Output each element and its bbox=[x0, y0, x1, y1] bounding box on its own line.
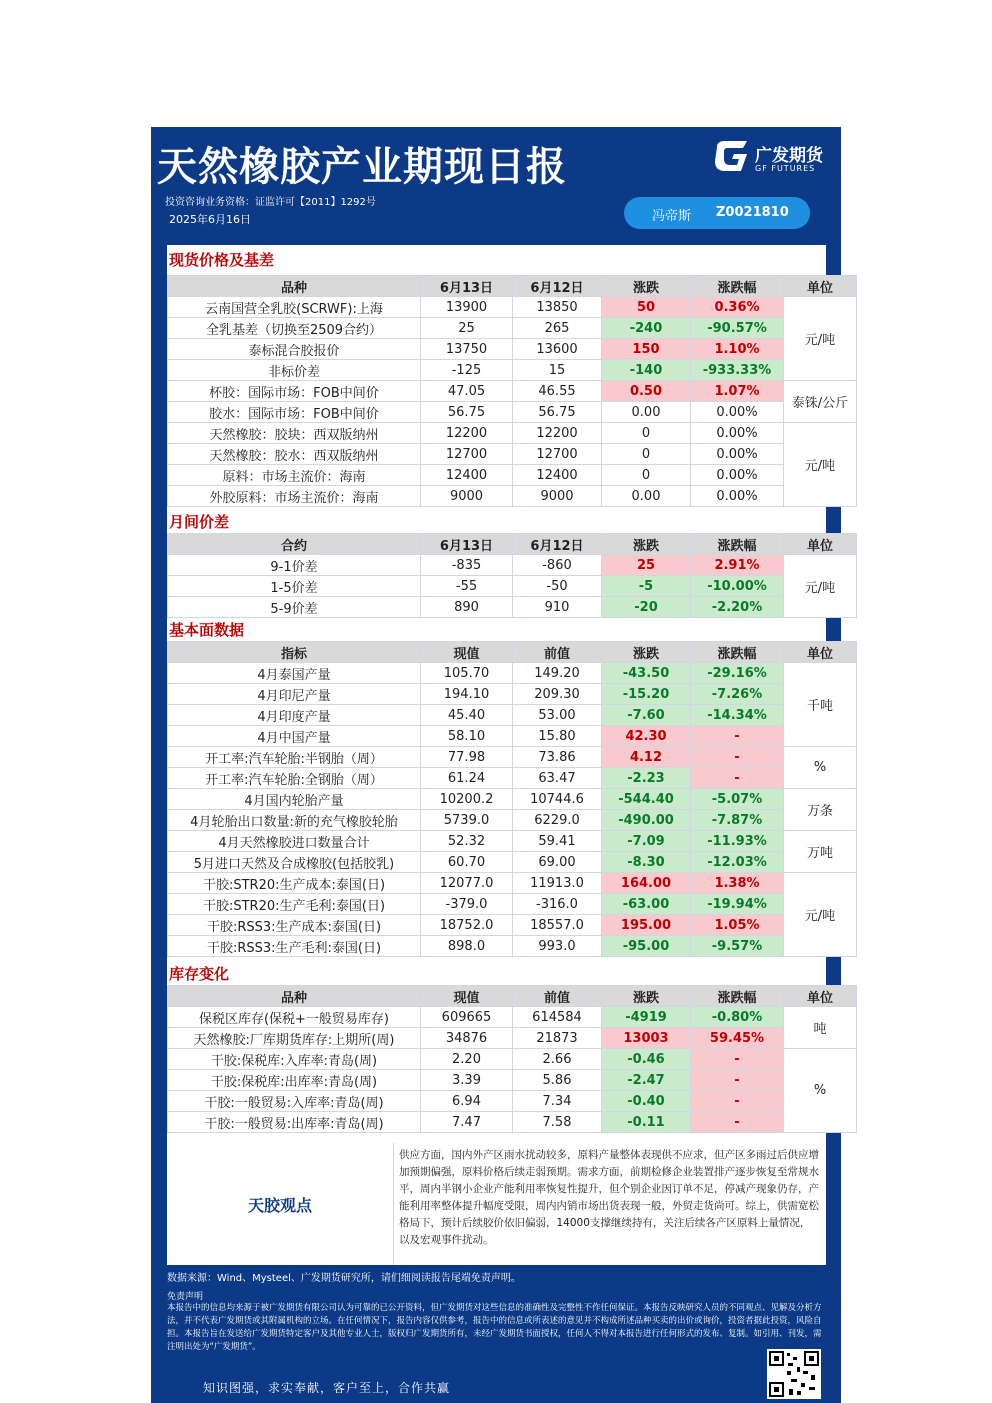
value-cell: 46.55 bbox=[513, 381, 602, 402]
value-cell: 25 bbox=[421, 318, 513, 339]
value-cell: 10744.6 bbox=[513, 789, 602, 810]
item-name-cell: 原料：市场主流价：海南 bbox=[168, 465, 421, 486]
fundamentals-table bbox=[167, 641, 857, 957]
value-cell: 13750 bbox=[421, 339, 513, 360]
value-cell: 890 bbox=[421, 597, 513, 618]
value-cell: 69.00 bbox=[513, 852, 602, 873]
change-cell: -15.20 bbox=[602, 684, 691, 705]
change-cell: 0 bbox=[602, 423, 691, 444]
table-row bbox=[168, 486, 857, 507]
unit-cell: 元/吨 bbox=[784, 555, 857, 618]
table-row bbox=[168, 360, 857, 381]
change-pct-cell: 2.91% bbox=[691, 555, 784, 576]
spread-section-title: 月间价差 bbox=[169, 513, 230, 531]
table-row bbox=[168, 810, 857, 831]
column-header: 涨跌幅 bbox=[691, 642, 784, 663]
value-cell: 9000 bbox=[421, 486, 513, 507]
unit-cell: 万吨 bbox=[784, 831, 857, 873]
table-row bbox=[168, 1049, 857, 1070]
change-pct-cell: -9.57% bbox=[691, 936, 784, 957]
value-cell: 13900 bbox=[421, 297, 513, 318]
change-pct-cell: 1.05% bbox=[691, 915, 784, 936]
logo-cn-text: 广发期货 bbox=[755, 146, 823, 166]
item-name-cell: 干胶:一般贸易:入库率:青岛(周) bbox=[168, 1091, 421, 1112]
item-name-cell: 干胶:RSS3:生产毛利:泰国(日) bbox=[168, 936, 421, 957]
table-row bbox=[168, 297, 857, 318]
item-name-cell: 杯胶：国际市场：FOB中间价 bbox=[168, 381, 421, 402]
change-cell: -43.50 bbox=[602, 663, 691, 684]
fundamentals-section-title: 基本面数据 bbox=[169, 621, 245, 639]
change-cell: -0.40 bbox=[602, 1091, 691, 1112]
value-cell: 45.40 bbox=[421, 705, 513, 726]
change-pct-cell: -0.80% bbox=[691, 1007, 784, 1028]
unit-cell: 元/吨 bbox=[784, 873, 857, 957]
item-name-cell: 泰标混合胶报价 bbox=[168, 339, 421, 360]
column-header: 单位 bbox=[784, 276, 857, 297]
change-cell: -490.00 bbox=[602, 810, 691, 831]
table-row bbox=[168, 768, 857, 789]
item-name-cell: 4月国内轮胎产量 bbox=[168, 789, 421, 810]
value-cell: 609665 bbox=[421, 1007, 513, 1028]
column-header: 6月13日 bbox=[421, 276, 513, 297]
column-header: 6月12日 bbox=[513, 534, 602, 555]
table-row bbox=[168, 873, 857, 894]
item-name-cell: 干胶:保税库:出库率:青岛(周) bbox=[168, 1070, 421, 1091]
value-cell: 15.80 bbox=[513, 726, 602, 747]
value-cell: 910 bbox=[513, 597, 602, 618]
table-row bbox=[168, 381, 857, 402]
change-pct-cell: 1.10% bbox=[691, 339, 784, 360]
column-header: 合约 bbox=[168, 534, 421, 555]
change-cell: -5 bbox=[602, 576, 691, 597]
change-pct-cell: - bbox=[691, 1070, 784, 1091]
value-cell: 13600 bbox=[513, 339, 602, 360]
value-cell: 105.70 bbox=[421, 663, 513, 684]
value-cell: 34876 bbox=[421, 1028, 513, 1049]
value-cell: 12700 bbox=[513, 444, 602, 465]
change-cell: 4.12 bbox=[602, 747, 691, 768]
table-row bbox=[168, 1091, 857, 1112]
item-name-cell: 干胶:保税库:入库率:青岛(周) bbox=[168, 1049, 421, 1070]
column-header: 6月13日 bbox=[421, 534, 513, 555]
change-pct-cell: -10.00% bbox=[691, 576, 784, 597]
change-pct-cell: - bbox=[691, 1091, 784, 1112]
column-header: 单位 bbox=[784, 642, 857, 663]
column-header: 品种 bbox=[168, 986, 421, 1007]
change-cell: -240 bbox=[602, 318, 691, 339]
column-header: 前值 bbox=[513, 642, 602, 663]
value-cell: 209.30 bbox=[513, 684, 602, 705]
table-row bbox=[168, 402, 857, 423]
change-pct-cell: -19.94% bbox=[691, 894, 784, 915]
change-cell: 0.00 bbox=[602, 402, 691, 423]
rubber-view-box bbox=[167, 1143, 826, 1265]
table-row bbox=[168, 555, 857, 576]
value-cell: 52.32 bbox=[421, 831, 513, 852]
change-cell: -7.09 bbox=[602, 831, 691, 852]
change-cell: -8.30 bbox=[602, 852, 691, 873]
qr-code-icon bbox=[767, 1349, 821, 1399]
change-pct-cell: -14.34% bbox=[691, 705, 784, 726]
change-pct-cell: 0.00% bbox=[691, 465, 784, 486]
report-date: 2025年6月16日 bbox=[169, 213, 251, 226]
item-name-cell: 天然橡胶:厂库期货库存:上期所(周) bbox=[168, 1028, 421, 1049]
value-cell: 53.00 bbox=[513, 705, 602, 726]
spot-section-title: 现货价格及基差 bbox=[169, 251, 275, 269]
value-cell: 12200 bbox=[513, 423, 602, 444]
table-row bbox=[168, 936, 857, 957]
item-name-cell: 5-9价差 bbox=[168, 597, 421, 618]
change-cell: -0.11 bbox=[602, 1112, 691, 1133]
change-pct-cell: - bbox=[691, 747, 784, 768]
value-cell: 5739.0 bbox=[421, 810, 513, 831]
company-slogan: 知识图强，求实奉献，客户至上，合作共赢 bbox=[203, 1381, 451, 1395]
inventory-table bbox=[167, 985, 857, 1133]
change-cell: 195.00 bbox=[602, 915, 691, 936]
change-pct-cell: 0.00% bbox=[691, 486, 784, 507]
column-header: 现值 bbox=[421, 642, 513, 663]
item-name-cell: 天然橡胶：胶块：西双版纳州 bbox=[168, 423, 421, 444]
change-pct-cell: -7.26% bbox=[691, 684, 784, 705]
report-content bbox=[167, 245, 849, 1265]
value-cell: 12400 bbox=[421, 465, 513, 486]
value-cell: 58.10 bbox=[421, 726, 513, 747]
change-pct-cell: -29.16% bbox=[691, 663, 784, 684]
item-name-cell: 干胶:一般贸易:出库率:青岛(周) bbox=[168, 1112, 421, 1133]
value-cell: 12400 bbox=[513, 465, 602, 486]
value-cell: 2.66 bbox=[513, 1049, 602, 1070]
value-cell: 47.05 bbox=[421, 381, 513, 402]
change-cell: 0.50 bbox=[602, 381, 691, 402]
value-cell: 7.34 bbox=[513, 1091, 602, 1112]
unit-cell: 千吨 bbox=[784, 663, 857, 747]
change-pct-cell: 0.00% bbox=[691, 444, 784, 465]
change-cell: -4919 bbox=[602, 1007, 691, 1028]
column-header: 涨跌 bbox=[602, 642, 691, 663]
column-header: 现值 bbox=[421, 986, 513, 1007]
unit-cell: 万条 bbox=[784, 789, 857, 831]
item-name-cell: 4月天然橡胶进口数量合计 bbox=[168, 831, 421, 852]
value-cell: 60.70 bbox=[421, 852, 513, 873]
table-row bbox=[168, 915, 857, 936]
item-name-cell: 开工率:汽车轮胎:全钢胎（周） bbox=[168, 768, 421, 789]
change-cell: -95.00 bbox=[602, 936, 691, 957]
inventory-section-title: 库存变化 bbox=[169, 965, 230, 983]
unit-cell: 吨 bbox=[784, 1007, 857, 1049]
item-name-cell: 干胶:RSS3:生产成本:泰国(日) bbox=[168, 915, 421, 936]
item-name-cell: 4月轮胎出口数量:新的充气橡胶轮胎 bbox=[168, 810, 421, 831]
column-header: 涨跌 bbox=[602, 986, 691, 1007]
value-cell: 3.39 bbox=[421, 1070, 513, 1091]
value-cell: 13850 bbox=[513, 297, 602, 318]
item-name-cell: 外胶原料：市场主流价：海南 bbox=[168, 486, 421, 507]
unit-cell: 元/吨 bbox=[784, 423, 857, 507]
value-cell: -379.0 bbox=[421, 894, 513, 915]
value-cell: -835 bbox=[421, 555, 513, 576]
value-cell: 73.86 bbox=[513, 747, 602, 768]
value-cell: -125 bbox=[421, 360, 513, 381]
column-header: 前值 bbox=[513, 986, 602, 1007]
table-row bbox=[168, 831, 857, 852]
table-row bbox=[168, 318, 857, 339]
item-name-cell: 保税区库存(保税+一般贸易库存) bbox=[168, 1007, 421, 1028]
column-header: 指标 bbox=[168, 642, 421, 663]
value-cell: 614584 bbox=[513, 1007, 602, 1028]
table-row bbox=[168, 576, 857, 597]
analyst-id: Z0021810 bbox=[716, 205, 789, 220]
item-name-cell: 4月印度产量 bbox=[168, 705, 421, 726]
disclaimer-text: 本报告中的信息均来源于被广发期货有限公司认为可靠的已公开资料，但广发期货对这些信息的准确性及完整性不作任何保证。本报告反映研究人员的不同观点、见解及分析方法，并不代表广发期货或其附属机构的立场。在任何情况下，报告内容仅供参考，报告中的信息或所表述的意见并不构成所述品种买卖的出价或询价，投资者据此投资，风险自担。本报告旨在发送给广发期货特定客户及其他专业人士，版权归广发期货所有，未经广发期货书面授权，任何人不得对本报告进行任何形式的发布、复制。如引用、刊发，需注明出处为“广发期货”。 bbox=[167, 1303, 822, 1352]
table-row bbox=[168, 597, 857, 618]
disclaimer-title: 免责声明 bbox=[167, 1292, 204, 1302]
change-pct-cell: -7.87% bbox=[691, 810, 784, 831]
value-cell: 12077.0 bbox=[421, 873, 513, 894]
item-name-cell: 4月中国产量 bbox=[168, 726, 421, 747]
value-cell: 149.20 bbox=[513, 663, 602, 684]
spread-table bbox=[167, 533, 857, 618]
item-name-cell: 9-1价差 bbox=[168, 555, 421, 576]
value-cell: 11913.0 bbox=[513, 873, 602, 894]
table-row bbox=[168, 465, 857, 486]
column-header: 涨跌幅 bbox=[691, 276, 784, 297]
change-cell: 164.00 bbox=[602, 873, 691, 894]
qualification-text: 投资咨询业务资格：证监许可【2011】1292号 bbox=[165, 197, 376, 208]
table-row bbox=[168, 726, 857, 747]
column-header: 涨跌 bbox=[602, 534, 691, 555]
change-cell: -7.60 bbox=[602, 705, 691, 726]
column-header: 单位 bbox=[784, 986, 857, 1007]
value-cell: 10200.2 bbox=[421, 789, 513, 810]
change-pct-cell: - bbox=[691, 726, 784, 747]
report-frame bbox=[151, 127, 849, 1403]
view-label: 天胶观点 bbox=[167, 1143, 394, 1265]
table-row bbox=[168, 1112, 857, 1133]
item-name-cell: 干胶:STR20:生产毛利:泰国(日) bbox=[168, 894, 421, 915]
analyst-badge bbox=[624, 197, 810, 229]
value-cell: 7.47 bbox=[421, 1112, 513, 1133]
value-cell: 59.41 bbox=[513, 831, 602, 852]
change-cell: 0 bbox=[602, 444, 691, 465]
table-row bbox=[168, 852, 857, 873]
value-cell: 898.0 bbox=[421, 936, 513, 957]
change-pct-cell: -5.07% bbox=[691, 789, 784, 810]
change-cell: 50 bbox=[602, 297, 691, 318]
change-pct-cell: - bbox=[691, 1049, 784, 1070]
change-cell: 25 bbox=[602, 555, 691, 576]
value-cell: 9000 bbox=[513, 486, 602, 507]
unit-cell: 元/吨 bbox=[784, 297, 857, 381]
value-cell: -316.0 bbox=[513, 894, 602, 915]
value-cell: 7.58 bbox=[513, 1112, 602, 1133]
item-name-cell: 开工率:汽车轮胎:半钢胎（周） bbox=[168, 747, 421, 768]
table-row bbox=[168, 1007, 857, 1028]
gf-futures-logo bbox=[713, 139, 833, 175]
value-cell: 993.0 bbox=[513, 936, 602, 957]
table-row bbox=[168, 423, 857, 444]
change-pct-cell: 59.45% bbox=[691, 1028, 784, 1049]
item-name-cell: 非标价差 bbox=[168, 360, 421, 381]
value-cell: 6229.0 bbox=[513, 810, 602, 831]
value-cell: 5.86 bbox=[513, 1070, 602, 1091]
change-cell: 0 bbox=[602, 465, 691, 486]
value-cell: 18752.0 bbox=[421, 915, 513, 936]
value-cell: 12700 bbox=[421, 444, 513, 465]
value-cell: 63.47 bbox=[513, 768, 602, 789]
change-cell: -2.23 bbox=[602, 768, 691, 789]
change-cell: -20 bbox=[602, 597, 691, 618]
table-row bbox=[168, 1070, 857, 1091]
unit-cell: % bbox=[784, 747, 857, 789]
column-header: 涨跌幅 bbox=[691, 534, 784, 555]
value-cell: 18557.0 bbox=[513, 915, 602, 936]
value-cell: -55 bbox=[421, 576, 513, 597]
item-name-cell: 1-5价差 bbox=[168, 576, 421, 597]
value-cell: 56.75 bbox=[421, 402, 513, 423]
value-cell: -860 bbox=[513, 555, 602, 576]
change-pct-cell: 1.38% bbox=[691, 873, 784, 894]
table-row bbox=[168, 1028, 857, 1049]
column-header: 涨跌幅 bbox=[691, 986, 784, 1007]
change-cell: -63.00 bbox=[602, 894, 691, 915]
item-name-cell: 4月印尼产量 bbox=[168, 684, 421, 705]
value-cell: 265 bbox=[513, 318, 602, 339]
change-cell: -0.46 bbox=[602, 1049, 691, 1070]
change-cell: -544.40 bbox=[602, 789, 691, 810]
change-pct-cell: -2.20% bbox=[691, 597, 784, 618]
analyst-name: 冯帝斯 bbox=[652, 209, 692, 224]
column-header: 涨跌 bbox=[602, 276, 691, 297]
change-pct-cell: - bbox=[691, 1112, 784, 1133]
value-cell: 2.20 bbox=[421, 1049, 513, 1070]
value-cell: -50 bbox=[513, 576, 602, 597]
item-name-cell: 云南国营全乳胶(SCRWF):上海 bbox=[168, 297, 421, 318]
change-pct-cell: -933.33% bbox=[691, 360, 784, 381]
change-pct-cell: - bbox=[691, 768, 784, 789]
change-pct-cell: 0.00% bbox=[691, 402, 784, 423]
unit-cell: % bbox=[784, 1049, 857, 1133]
report-title: 天然橡胶产业期现日报 bbox=[157, 144, 567, 190]
value-cell: 61.24 bbox=[421, 768, 513, 789]
item-name-cell: 天然橡胶：胶水：西双版纳州 bbox=[168, 444, 421, 465]
table-row bbox=[168, 444, 857, 465]
logo-en-text: GF FUTURES bbox=[755, 164, 816, 173]
value-cell: 21873 bbox=[513, 1028, 602, 1049]
table-row bbox=[168, 339, 857, 360]
column-header: 品种 bbox=[168, 276, 421, 297]
item-name-cell: 4月泰国产量 bbox=[168, 663, 421, 684]
item-name-cell: 干胶:STR20:生产成本:泰国(日) bbox=[168, 873, 421, 894]
value-cell: 12200 bbox=[421, 423, 513, 444]
table-row bbox=[168, 663, 857, 684]
table-row bbox=[168, 684, 857, 705]
value-cell: 56.75 bbox=[513, 402, 602, 423]
view-text: 供应方面，国内外产区雨水扰动较多，原料产量整体表现供不应求，但产区多雨过后供应增加预期偏强，原料价格后续走弱预期。需求方面，前期检修企业装置排产逐步恢复至常规水平，周内半钢小企业产能利用率恢复性提升，但个别企业因订单不足，停减产现象仍存，产能利用率整体提升幅度受限，周内内销市场出货表现一般，外贸走货尚可。综上，供需宽松格局下，预计后续胶价依旧偏弱，14000支撑继续持有，关注后续各产区原料上量情况，以及宏观事件扰动。 bbox=[399, 1149, 819, 1246]
value-cell: 6.94 bbox=[421, 1091, 513, 1112]
change-pct-cell: -90.57% bbox=[691, 318, 784, 339]
unit-cell: 泰铢/公斤 bbox=[784, 381, 857, 423]
column-header: 单位 bbox=[784, 534, 857, 555]
change-pct-cell: 0.00% bbox=[691, 423, 784, 444]
table-row bbox=[168, 747, 857, 768]
change-cell: 0.00 bbox=[602, 486, 691, 507]
table-row bbox=[168, 705, 857, 726]
table-row bbox=[168, 894, 857, 915]
gf-logo-icon bbox=[713, 139, 751, 173]
change-cell: 13003 bbox=[602, 1028, 691, 1049]
change-cell: 42.30 bbox=[602, 726, 691, 747]
change-pct-cell: -12.03% bbox=[691, 852, 784, 873]
change-cell: -140 bbox=[602, 360, 691, 381]
change-pct-cell: 0.36% bbox=[691, 297, 784, 318]
item-name-cell: 全乳基差（切换至2509合约） bbox=[168, 318, 421, 339]
data-source: 数据来源：Wind、Mysteel、广发期货研究所，请们细阅读报告尾端免责声明。 bbox=[167, 1273, 521, 1284]
change-pct-cell: -11.93% bbox=[691, 831, 784, 852]
item-name-cell: 5月进口天然及合成橡胶(包括胶乳) bbox=[168, 852, 421, 873]
table-row bbox=[168, 789, 857, 810]
item-name-cell: 胶水：国际市场：FOB中间价 bbox=[168, 402, 421, 423]
value-cell: 77.98 bbox=[421, 747, 513, 768]
change-pct-cell: 1.07% bbox=[691, 381, 784, 402]
change-cell: -2.47 bbox=[602, 1070, 691, 1091]
value-cell: 15 bbox=[513, 360, 602, 381]
change-cell: 150 bbox=[602, 339, 691, 360]
spot-table bbox=[167, 275, 857, 507]
column-header: 6月12日 bbox=[513, 276, 602, 297]
value-cell: 194.10 bbox=[421, 684, 513, 705]
